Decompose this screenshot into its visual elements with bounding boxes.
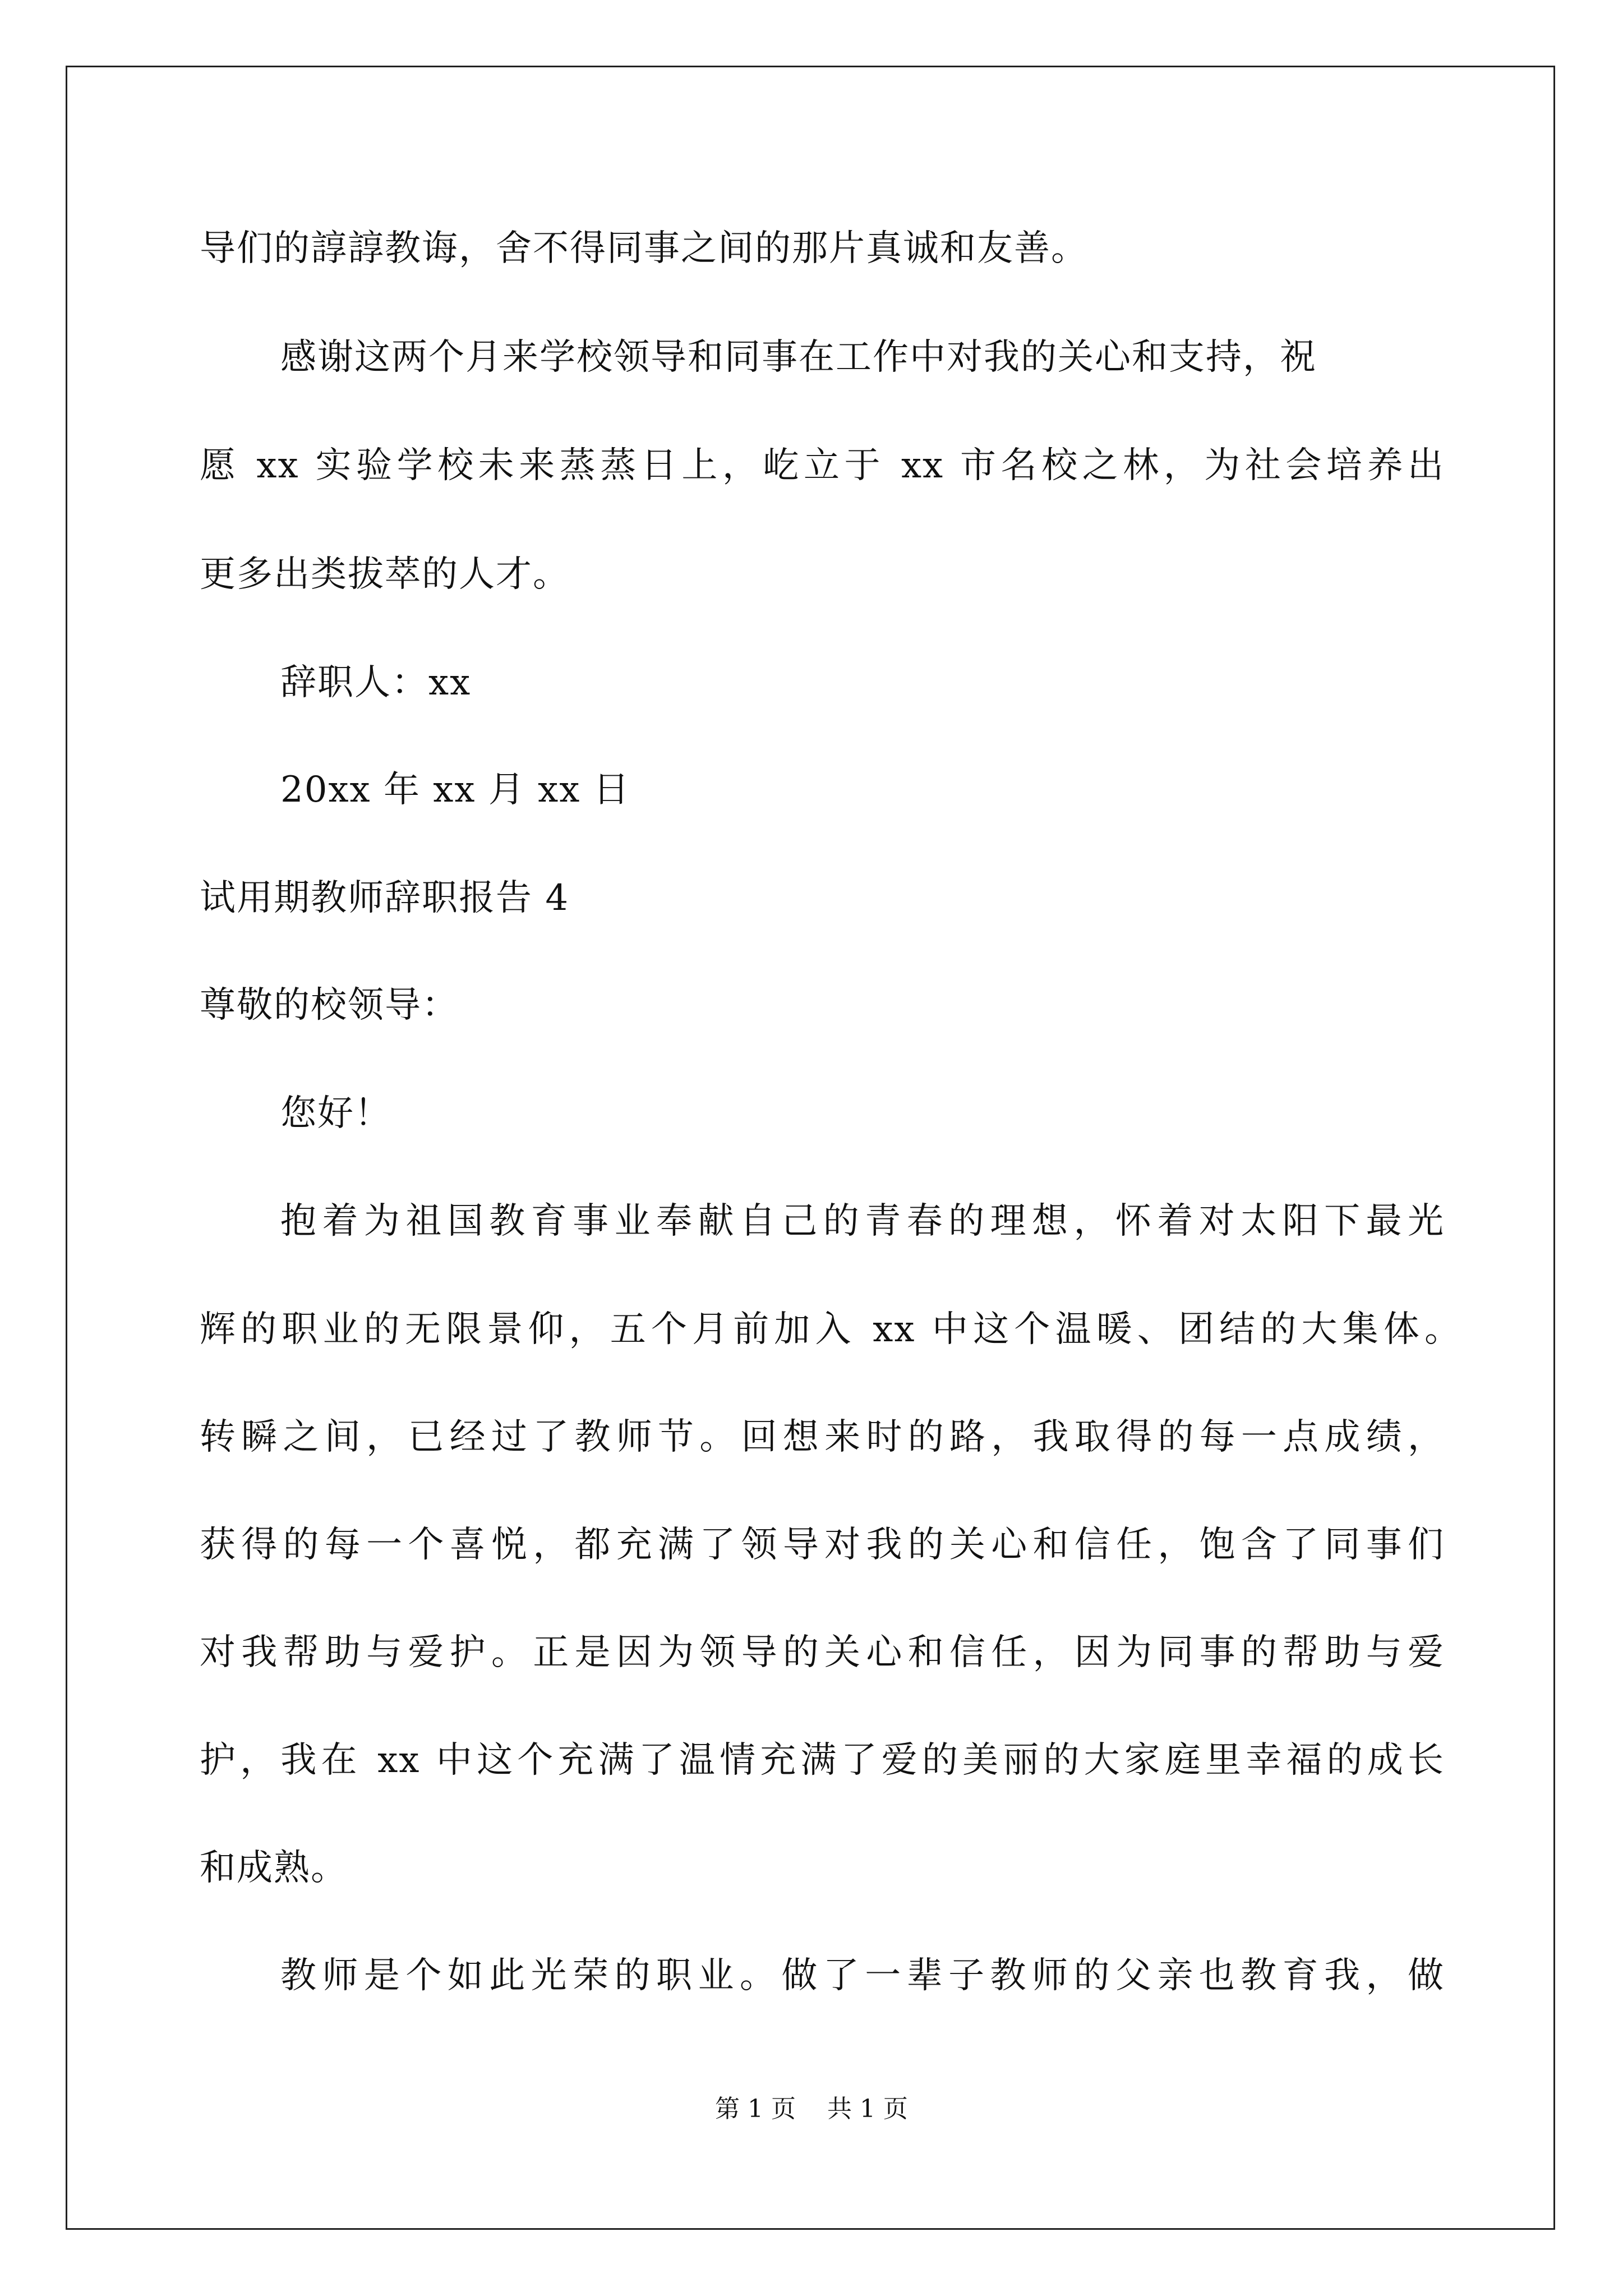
text-line-12: 转瞬之间，已经过了教师节。回想来时的路，我取得的每一点成绩， — [200, 1416, 1445, 1458]
page-footer: 第 1 页 共 1 页 — [715, 2095, 908, 2123]
text-line-4: 更多出类拔萃的人才。 — [200, 554, 570, 595]
text-line-16: 和成熟。 — [200, 1847, 348, 1889]
text-line-15: 护，我在 xx 中这个充满了温情充满了爱的美丽的大家庭里幸福的成长 — [200, 1740, 1445, 1781]
text-line-2: 感谢这两个月来学校领导和同事在工作中对我的关心和支持，祝 — [280, 337, 1317, 378]
text-line-10: 抱着为祖国教育事业奉献自己的青春的理想，怀着对太阳下最光 — [280, 1200, 1445, 1242]
page-border — [66, 66, 1555, 2230]
text-line-11: 辉的职业的无限景仰，五个月前加入 xx 中这个温暖、团结的大集体。 — [200, 1309, 1461, 1350]
text-line-14: 对我帮助与爱护。正是因为领导的关心和信任，因为同事的帮助与爱 — [200, 1632, 1445, 1673]
date-line: 20xx 年 xx 月 xx 日 — [280, 769, 630, 811]
signatory-line: 辞职人：xx — [280, 662, 472, 703]
report-heading: 试用期教师辞职报告 4 — [200, 877, 570, 919]
text-line-3: 愿 xx 实验学校未来蒸蒸日上，屹立于 xx 市名校之林，为社会培养出 — [200, 445, 1445, 486]
greeting: 您好！ — [280, 1093, 391, 1134]
text-line-17: 教师是个如此光荣的职业。做了一辈子教师的父亲也教育我，做 — [280, 1955, 1445, 1996]
text-line-13: 获得的每一个喜悦，都充满了领导对我的关心和信任，饱含了同事们 — [200, 1524, 1445, 1566]
text-line-1: 导们的諄諄教诲，舍不得同事之间的那片真诚和友善。 — [200, 228, 1088, 269]
salutation: 尊敬的校领导： — [200, 984, 459, 1026]
